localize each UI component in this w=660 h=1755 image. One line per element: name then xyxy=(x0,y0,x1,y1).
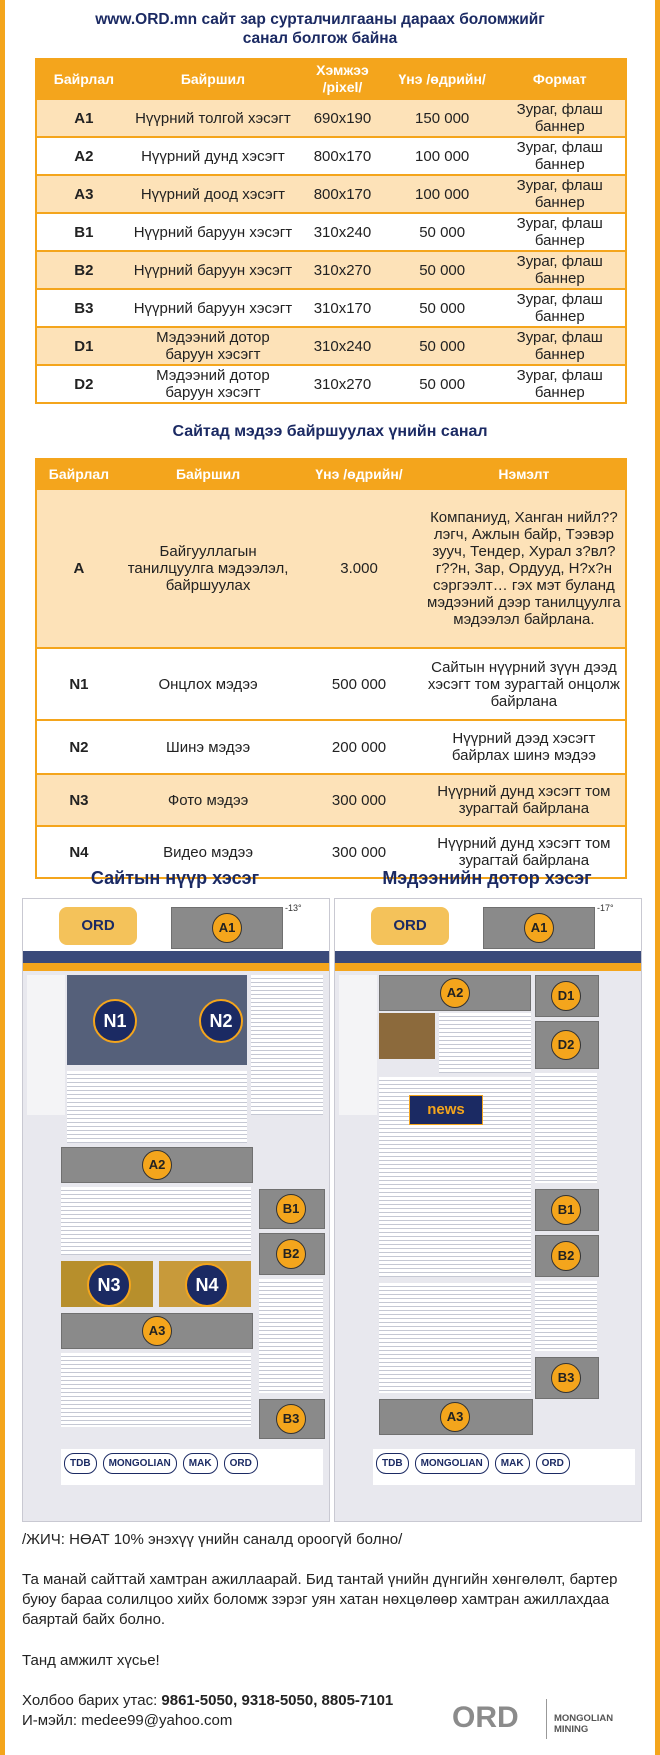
table-cell: 300 000 xyxy=(295,826,423,878)
table-cell: 150 000 xyxy=(390,100,495,137)
header-price: Үнэ /өдрийн/ xyxy=(295,458,423,490)
footer-logo: MONGOLIAN xyxy=(415,1453,489,1474)
contact-email xyxy=(22,1711,452,1731)
brand-logo xyxy=(452,1697,642,1743)
inner-footer-logos xyxy=(373,1449,635,1485)
home-subnav xyxy=(23,963,329,971)
table-row xyxy=(36,648,626,720)
table-cell: 200 000 xyxy=(295,720,423,774)
email-label: И-мэйл: xyxy=(22,1712,78,1729)
badge-a2: A2 xyxy=(142,1150,172,1180)
inner-charts xyxy=(535,1281,597,1351)
table-row xyxy=(36,774,626,826)
table-cell: 800x170 xyxy=(295,137,390,175)
badge-b2: B2 xyxy=(276,1239,306,1269)
table-cell: 300 000 xyxy=(295,774,423,826)
home-footer-logos xyxy=(61,1449,323,1485)
badge-a1: A1 xyxy=(524,913,554,943)
table-cell: Мэдээний дотор баруун хэсэгт xyxy=(131,365,295,403)
cell-position: N2 xyxy=(36,720,121,774)
header-extra: Нэмэлт xyxy=(423,458,626,490)
table-cell: Нүүрний баруун хэсэгт xyxy=(131,251,295,289)
table-cell: 50 000 xyxy=(390,327,495,365)
cell-position: D2 xyxy=(36,365,131,403)
cell-position: N4 xyxy=(36,826,121,878)
wish-note: Танд амжилт хүсье! xyxy=(22,1652,160,1669)
cell-position: B1 xyxy=(36,213,131,251)
weather-readout: -17° xyxy=(597,903,614,913)
badge-a2: A2 xyxy=(440,978,470,1008)
inner-screenshot xyxy=(334,898,642,1522)
table-cell: 50 000 xyxy=(390,251,495,289)
badge-a3: A3 xyxy=(440,1402,470,1432)
cell-position: A2 xyxy=(36,137,131,175)
table-cell: Компаниуд, Ханган нийл??лэгч, Ажлын байр, Тээвэр зууч, Тендер, Хурал з?вл?г??н, Зар, Ордууд, Н?х?н сэргээлт… гэх мэт буланд мэдээний дээр танилцуулга мэдээлэл байрлана. xyxy=(423,490,626,648)
table-row xyxy=(36,720,626,774)
banner-price-table xyxy=(35,58,627,404)
table-row xyxy=(36,365,626,403)
badge-b1: B1 xyxy=(551,1195,581,1225)
comment-area xyxy=(379,1283,531,1393)
table-row xyxy=(36,251,626,289)
footer-logo: MAK xyxy=(495,1453,530,1474)
header-location: Байршил xyxy=(131,58,295,100)
table-cell: 310x170 xyxy=(295,289,390,327)
badge-n1: N1 xyxy=(93,999,137,1043)
table-cell: Шинэ мэдээ xyxy=(121,720,295,774)
cell-position: A xyxy=(36,490,121,648)
footer-logo: ORD xyxy=(536,1453,570,1474)
table-row xyxy=(36,213,626,251)
footer-logo: ORD xyxy=(224,1453,258,1474)
header-size: Хэмжээ /pixel/ xyxy=(295,58,390,100)
table-cell: Фото мэдээ xyxy=(121,774,295,826)
table-cell: Зураг, флаш баннер xyxy=(495,175,627,213)
table-cell: 310x240 xyxy=(295,213,390,251)
home-caption: Сайтын нүүр хэсэг xyxy=(90,868,260,888)
header-format: Формат xyxy=(495,58,627,100)
cell-position: A1 xyxy=(36,100,131,137)
article-intro xyxy=(439,1013,531,1073)
badge-b3: B3 xyxy=(276,1404,306,1434)
table-cell: 50 000 xyxy=(390,213,495,251)
news-price-table xyxy=(35,458,627,879)
table-cell: Видео мэдээ xyxy=(121,826,295,878)
table-cell: Зураг, флаш баннер xyxy=(495,365,627,403)
home-news-list xyxy=(67,1071,247,1143)
table-cell: 310x240 xyxy=(295,327,390,365)
table-cell: 50 000 xyxy=(390,289,495,327)
site-logo: ORD xyxy=(59,907,137,945)
inner-right-tables xyxy=(535,1073,597,1183)
table-row xyxy=(36,289,626,327)
footer-logo: TDB xyxy=(376,1453,409,1474)
brand-logo-text: ORD xyxy=(452,1701,519,1734)
badge-b1: B1 xyxy=(276,1194,306,1224)
inner-left-menu xyxy=(339,975,377,1115)
table-cell: Нүүрний баруун хэсэгт xyxy=(131,289,295,327)
table-cell: Нүүрний доод хэсэгт xyxy=(131,175,295,213)
table-cell: Нүүрний толгой хэсэгт xyxy=(131,100,295,137)
cell-position: B2 xyxy=(36,251,131,289)
news-banner: news xyxy=(409,1095,483,1125)
inner-nav xyxy=(335,951,641,963)
table-cell: Зураг, флаш баннер xyxy=(495,137,627,175)
inner-caption: Мэдээнийн дотор хэсэг xyxy=(382,868,592,888)
badge-n2: N2 xyxy=(199,999,243,1043)
article-photo xyxy=(379,1013,435,1059)
table-cell: Нүүрний дээд хэсэгт байрлах шинэ мэдээ xyxy=(423,720,626,774)
inner-subnav xyxy=(335,963,641,971)
table-cell: 800x170 xyxy=(295,175,390,213)
cell-position: A3 xyxy=(36,175,131,213)
table-cell: 310x270 xyxy=(295,251,390,289)
cell-position: N1 xyxy=(36,648,121,720)
badge-n4: N4 xyxy=(185,1263,229,1307)
right-border xyxy=(655,0,660,1755)
table-cell: 3.000 xyxy=(295,490,423,648)
home-left-menu xyxy=(27,975,65,1115)
table-cell: 500 000 xyxy=(295,648,423,720)
table-cell: 100 000 xyxy=(390,175,495,213)
table-cell: Зураг, флаш баннер xyxy=(495,327,627,365)
table-row xyxy=(36,490,626,648)
header-price: Үнэ /өдрийн/ xyxy=(390,58,495,100)
news-table-header xyxy=(36,458,626,490)
email-address[interactable]: medee99@yahoo.com xyxy=(81,1712,233,1729)
table-cell: Зураг, флаш баннер xyxy=(495,213,627,251)
footer-logo: MONGOLIAN xyxy=(103,1453,177,1474)
badge-b2: B2 xyxy=(551,1241,581,1271)
table-cell: 310x270 xyxy=(295,365,390,403)
left-border xyxy=(0,0,5,1755)
site-logo: ORD xyxy=(371,907,449,945)
cell-position: N3 xyxy=(36,774,121,826)
table-cell: Зураг, флаш баннер xyxy=(495,100,627,137)
news-price-title: Сайтад мэдээ байршуулах үнийн санал xyxy=(172,423,488,440)
header-location: Байршил xyxy=(121,458,295,490)
footer-logo: TDB xyxy=(64,1453,97,1474)
phone-numbers: 9861-5050, 9318-5050, 8805-7101 xyxy=(161,1692,394,1709)
table-cell: 50 000 xyxy=(390,365,495,403)
home-right-column xyxy=(251,975,323,1115)
table-cell: Нүүрний дунд хэсэгт xyxy=(131,137,295,175)
table-cell: Нүүрний дунд хэсэгт том зурагтай байрлана xyxy=(423,774,626,826)
badge-n3: N3 xyxy=(87,1263,131,1307)
table-cell: Онцлох мэдээ xyxy=(121,648,295,720)
page-title: www.ORD.mn сайт зар сурталчилгааны дараах боломжийг санал болгож байна xyxy=(95,11,545,47)
cell-position: D1 xyxy=(36,327,131,365)
table-row xyxy=(36,100,626,137)
table-cell: 100 000 xyxy=(390,137,495,175)
badge-b3: B3 xyxy=(551,1363,581,1393)
table-cell: Нүүрний баруун хэсэгт xyxy=(131,213,295,251)
home-nav xyxy=(23,951,329,963)
badge-d1: D1 xyxy=(551,981,581,1011)
vat-note: /ЖИЧ: НӨАТ 10% энэхүү үнийн саналд ороогүй болно/ xyxy=(22,1531,403,1548)
badge-a1: A1 xyxy=(212,913,242,943)
table-cell: 690x190 xyxy=(295,100,390,137)
home-lower-news xyxy=(61,1353,251,1427)
home-screenshot xyxy=(22,898,330,1522)
brand-tagline: MONGOLIAN MINING xyxy=(554,1713,614,1735)
table-cell: Нүүрний дунд хэсэгт том зурагтай байрлана xyxy=(423,826,626,878)
header-position: Байрлал xyxy=(36,458,121,490)
table-row xyxy=(36,137,626,175)
table-cell: Сайтын нүүрний зүүн дээд хэсэгт том зурагтай онцолж байрлана xyxy=(423,648,626,720)
weather-readout: -13° xyxy=(285,903,302,913)
offer-note: Та манай сайттай хамтран ажиллаарай. Бид тантай үнийн дүнгийн хөнгөлөлт, бартер буюу бараа солилцоо хийх боломж зэрэг уян хатан нөхцөлөөр хамтран ажиллахдаа баяртай байх болно. xyxy=(22,1571,618,1628)
table-cell: Мэдээний дотор баруун хэсэгт xyxy=(131,327,295,365)
cell-position: B3 xyxy=(36,289,131,327)
header-position: Байрлал xyxy=(36,58,131,100)
contact-phone xyxy=(22,1691,452,1711)
badge-a3: A3 xyxy=(142,1316,172,1346)
table-cell: Байгууллагын танилцуулга мэдээлэл, байршуулах xyxy=(121,490,295,648)
home-mid-news xyxy=(61,1187,251,1255)
table-row xyxy=(36,327,626,365)
footer-logo: MAK xyxy=(183,1453,218,1474)
badge-d2: D2 xyxy=(551,1030,581,1060)
banner-table-header xyxy=(36,58,626,100)
table-cell: Зураг, флаш баннер xyxy=(495,289,627,327)
table-cell: Зураг, флаш баннер xyxy=(495,251,627,289)
brand-divider xyxy=(546,1699,547,1739)
home-charts xyxy=(259,1279,323,1393)
phone-label: Холбоо барих утас: xyxy=(22,1692,158,1709)
table-row xyxy=(36,175,626,213)
